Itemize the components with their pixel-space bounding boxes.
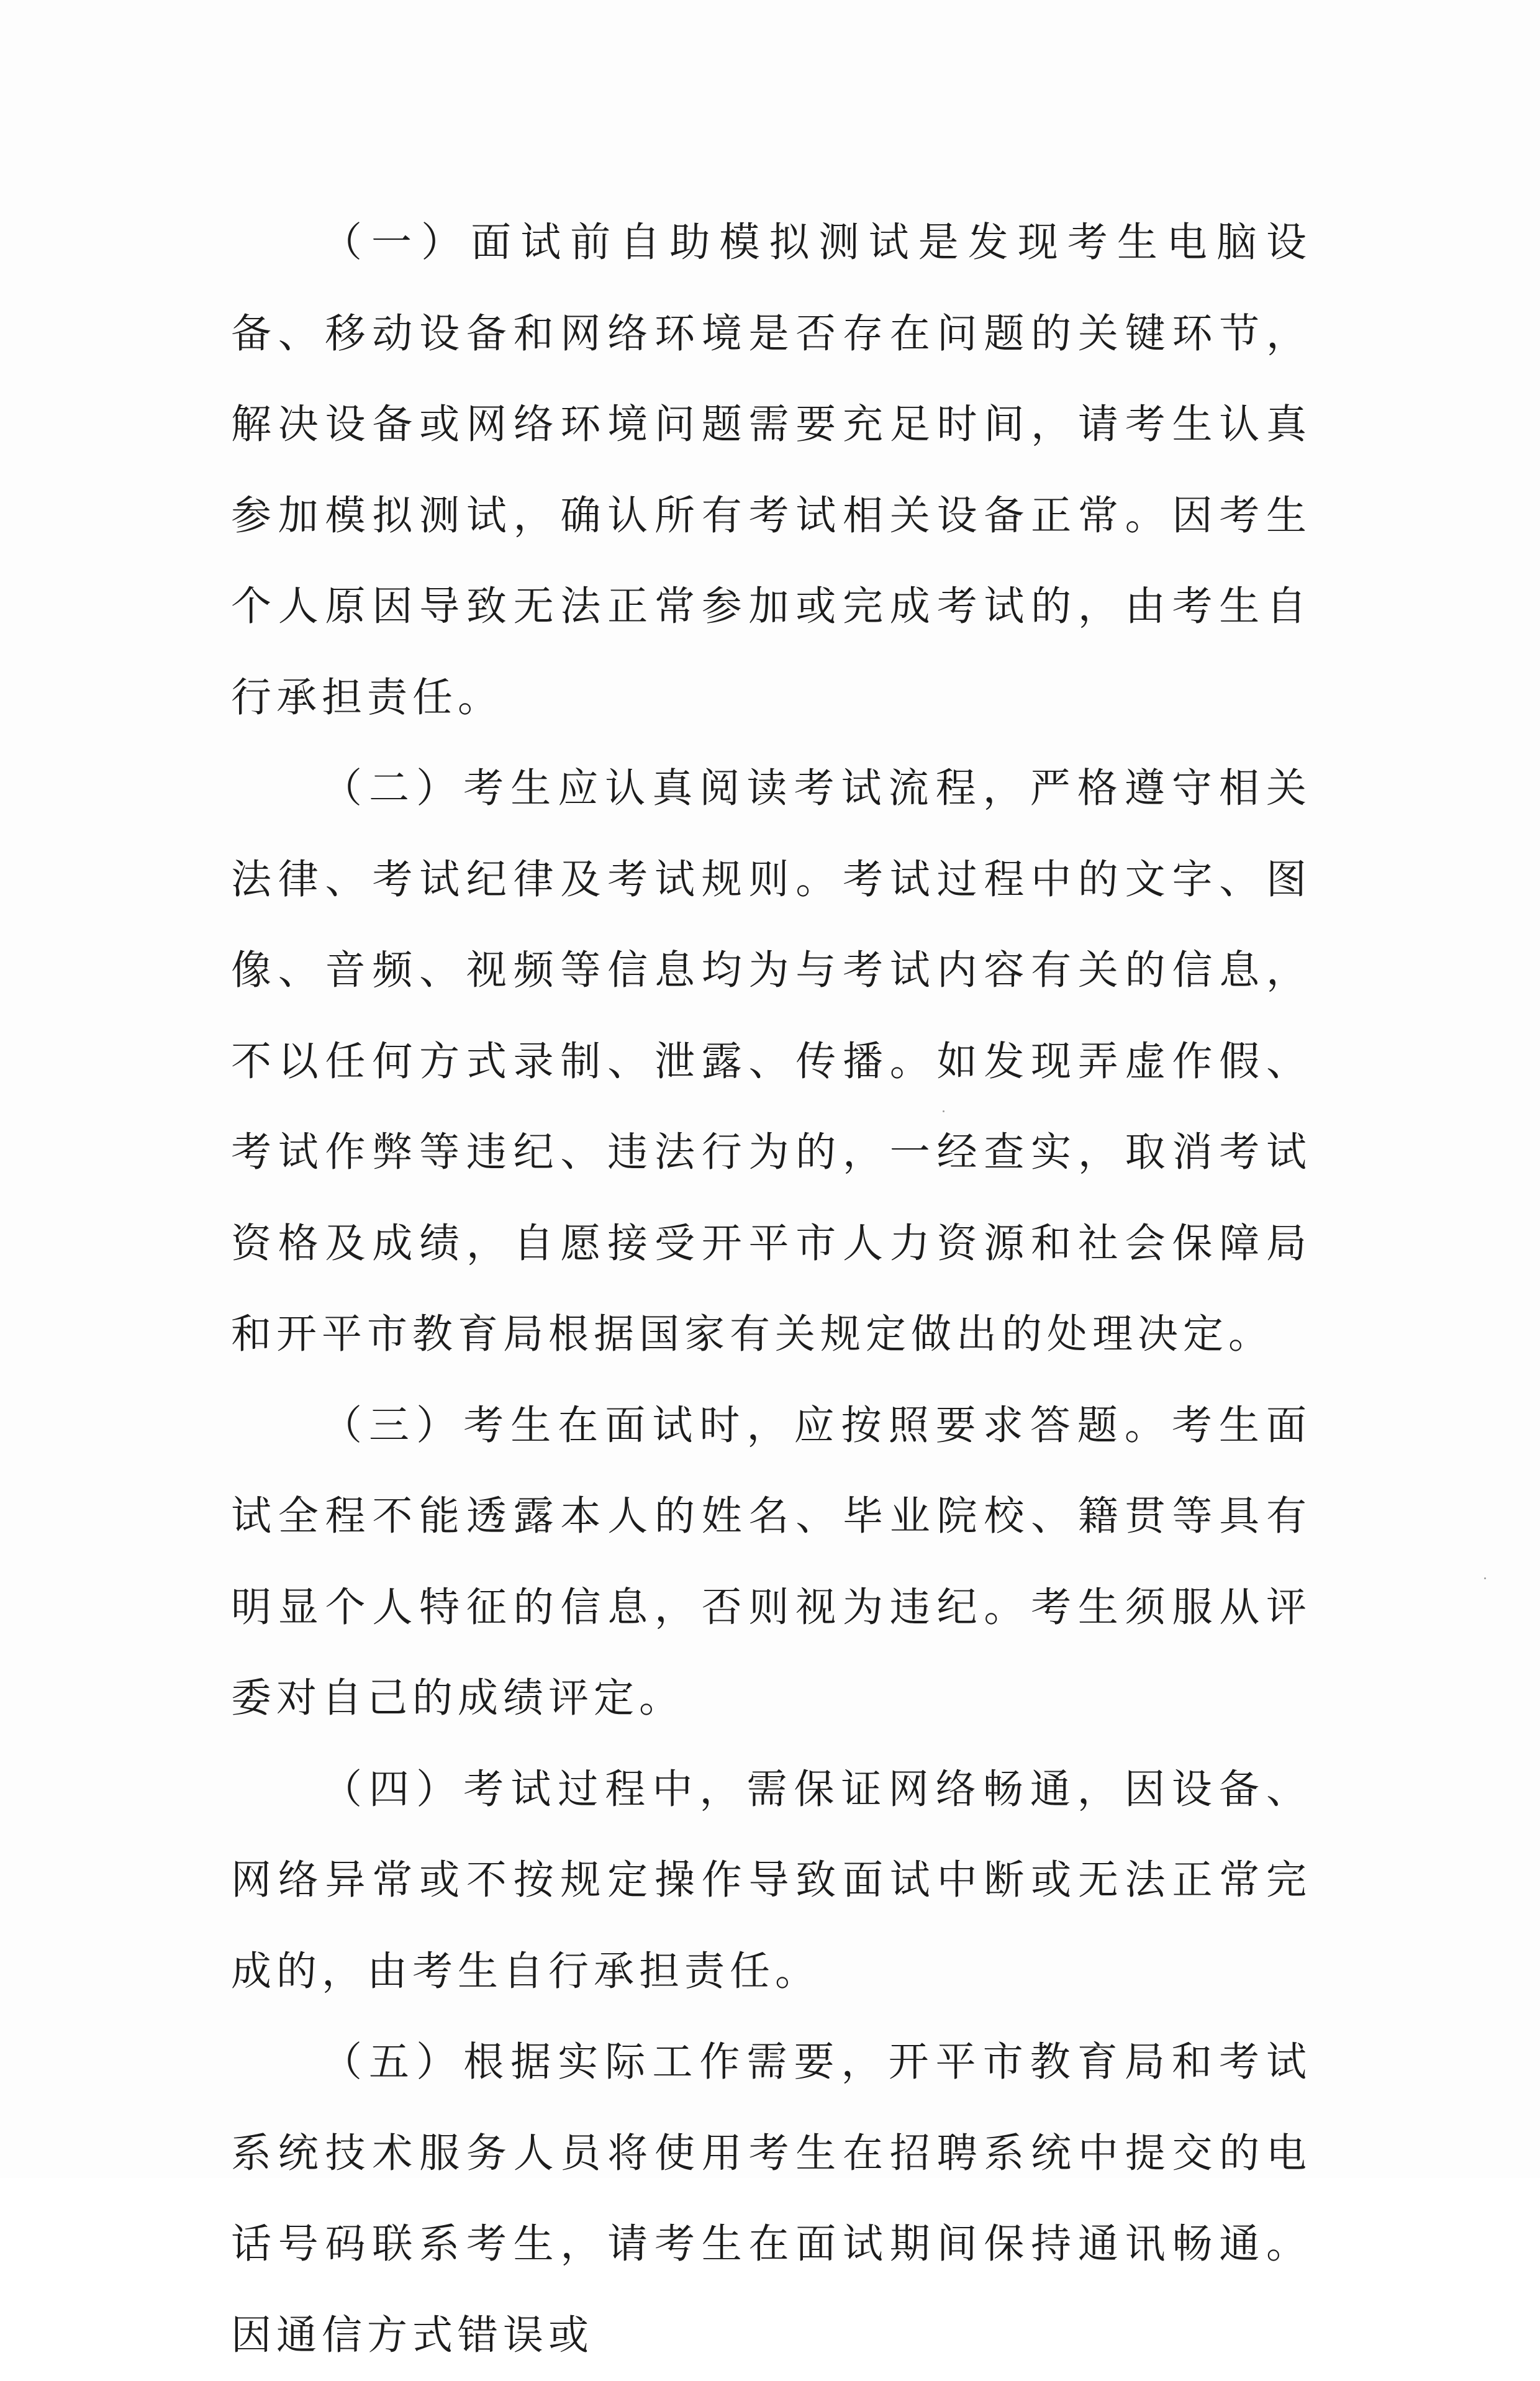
- document-body: [231, 197, 1311, 2381]
- paragraph-5: （五）根据实际工作需要，开平市教育局和考试系统技术服务人员将使用考生在招聘系统中提交的电话号码联系考生，请考生在面试期间保持通讯畅通。因通信方式错误或: [231, 2039, 1311, 2359]
- paragraph-2: （二）考生应认真阅读考试流程，严格遵守相关法律、考试纪律及考试规则。考试过程中的文字、图像、音频、视频等信息均为与考试内容有关的信息，不以任何方式录制、泄露、传播。如发现弄虚作假、考试作弊等违纪、违法行为的，一经查实，取消考试资格及成绩，自愿接受开平市人力资源和社会保障局和开平市教育局根据国家有关规定做出的处理决定。: [231, 765, 1311, 1358]
- paragraph-3: （三）考生在面试时，应按照要求答题。考生面试全程不能透露本人的姓名、毕业院校、籍贯等具有明显个人特征的信息，否则视为违纪。考生须服从评委对自己的成绩评定。: [231, 1402, 1311, 1721]
- paragraph-4: （四）考试过程中，需保证网络畅通，因设备、网络异常或不按规定操作导致面试中断或无法正常完成的，由考生自行承担责任。: [231, 1766, 1311, 1995]
- scan-speck: [943, 1110, 944, 1112]
- scan-speck: [1484, 1577, 1486, 1579]
- paragraph-1: （一）面试前自助模拟测试是发现考生电脑设备、移动设备和网络环境是否存在问题的关键环节，解决设备或网络环境问题需要充足时间，请考生认真参加模拟测试，确认所有考试相关设备正常。因考生个人原因导致无法正常参加或完成考试的，由考生自行承担责任。: [231, 219, 1311, 721]
